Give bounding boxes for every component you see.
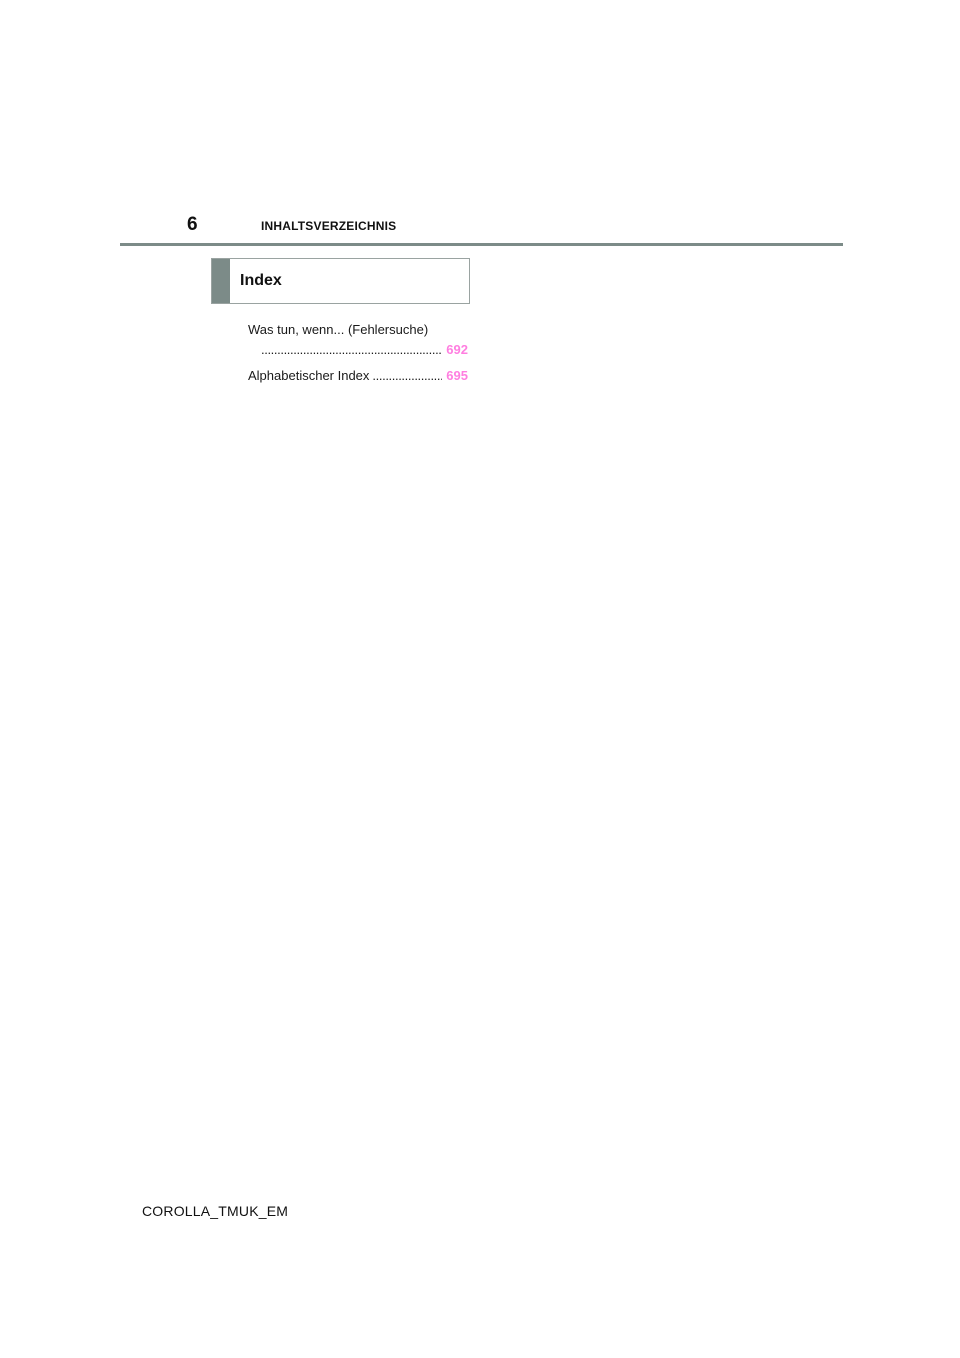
toc-entry-title: Alphabetischer Index (248, 368, 370, 383)
page-number: 6 (187, 214, 198, 235)
toc-leader-dots (372, 366, 442, 386)
running-head: INHALTSVERZEICHNIS (261, 219, 397, 233)
toc-list (248, 320, 468, 392)
toc-entry-title: Was tun, wenn... (Fehlersuche) (248, 322, 429, 337)
toc-page-link[interactable]: 695 (446, 368, 468, 383)
section-box (211, 258, 470, 304)
toc-entry-alphabetical-index[interactable] (248, 366, 468, 386)
toc-page-link[interactable]: 692 (446, 342, 468, 357)
section-title: Index (240, 272, 282, 289)
toc-entry-troubleshooting[interactable] (248, 320, 468, 360)
toc-leader-dots (261, 340, 442, 360)
section-tab (212, 259, 230, 303)
header-rule (120, 243, 843, 246)
footer-doc-code: COROLLA_TMUK_EM (142, 1203, 289, 1219)
